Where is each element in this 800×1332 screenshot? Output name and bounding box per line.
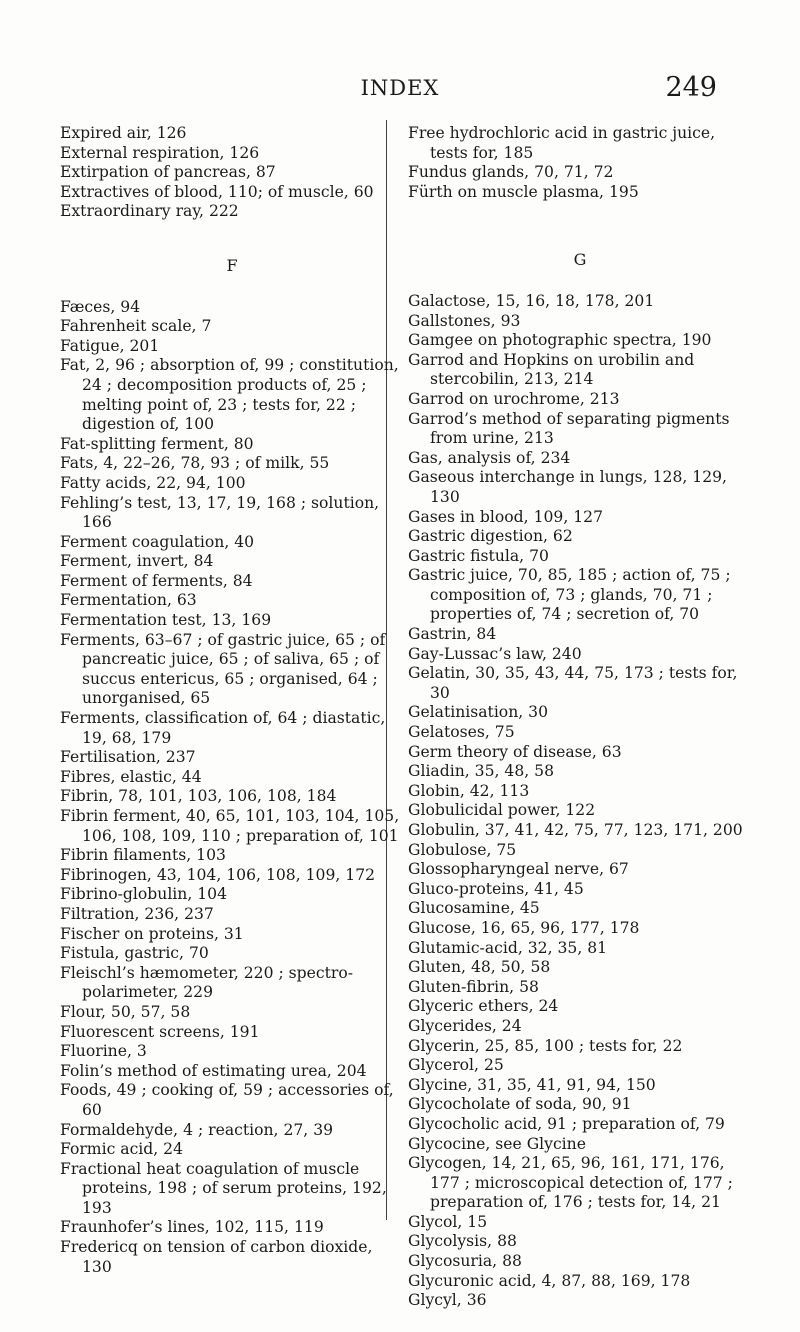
index-entry: Ferment coagulation, 40: [60, 532, 255, 551]
index-entry: Free hydrochloric acid in gastric juice, tests for, 185: [408, 124, 716, 162]
index-entry: Fibrinogen, 43, 104, 106, 108, 109, 172: [60, 865, 376, 884]
index-entry: Formic acid, 24: [60, 1140, 184, 1159]
index-entry: Gluco-proteins, 41, 45: [408, 879, 584, 898]
section-f-continued-entries: [408, 124, 752, 202]
index-entry: Glycyl, 36: [408, 1291, 487, 1310]
index-entry: Fibrin ferment, 40, 65, 101, 103, 104, 105, 106, 108, 109, 110 ; preparation of, 101: [60, 807, 400, 845]
index-entry: Glycocine, see Glycine: [408, 1134, 586, 1153]
index-entry: Extractives of blood, 110; of muscle, 60: [60, 182, 374, 201]
index-entry: Foods, 49 ; cooking of, 59 ; accessories of, 60: [60, 1081, 394, 1119]
index-entry: Fatigue, 201: [60, 336, 160, 355]
index-entry: Filtration, 236, 237: [60, 904, 214, 923]
section-letter-f: F: [226, 255, 238, 275]
index-entry: Garrod on urochrome, 213: [408, 389, 620, 408]
running-title: INDEX: [360, 76, 440, 100]
index-entry: Fraunhofer’s lines, 102, 115, 119: [60, 1218, 324, 1237]
index-entry: Fischer on proteins, 31: [60, 924, 244, 943]
index-entry: Fat, 2, 96 ; absorption of, 99 ; constitution, 24 ; decomposition products of, 25 ; melting point of, 23 ; tests for, 22 ; digestion of, 100: [60, 356, 399, 434]
index-entry: Globulicidal power, 122: [408, 801, 596, 820]
index-entry: Fürth on muscle plasma, 195: [408, 182, 639, 201]
index-entry: Glucosamine, 45: [408, 899, 540, 918]
section-g-entries: [408, 292, 752, 1311]
index-entry: Gastrin, 84: [408, 625, 497, 644]
index-entry: Gelatinisation, 30: [408, 703, 548, 722]
index-entry: Glycine, 31, 35, 41, 91, 94, 150: [408, 1075, 656, 1094]
index-entry: Gallstones, 93: [408, 311, 521, 330]
index-entry: Gelatin, 30, 35, 43, 44, 75, 173 ; tests for, 30: [408, 664, 738, 702]
index-entry: Fehling’s test, 13, 17, 19, 168 ; solution, 166: [60, 493, 380, 532]
index-entry: Fat-splitting ferment, 80: [60, 434, 254, 453]
index-entry: Fundus glands, 70, 71, 72: [408, 163, 614, 182]
index-entry: Flour, 50, 57, 58: [60, 1002, 191, 1021]
section-e-entries: [60, 124, 404, 222]
index-entry: Gastric juice, 70, 85, 185 ; action of, 75 ; composition of, 73 ; glands, 70, 71 ; properties of, 74 ; secretion of, 70: [408, 566, 731, 624]
index-entry: Fleischl’s hæmometer, 220 ; spectro-polarimeter, 229: [60, 963, 353, 1002]
index-entry: Glycerin, 25, 85, 100 ; tests for, 22: [408, 1036, 683, 1055]
page-header: [0, 72, 800, 112]
index-entry: Extirpation of pancreas, 87: [60, 163, 276, 182]
index-entry: Gaseous interchange in lungs, 128, 129, 130: [408, 468, 727, 506]
index-entry: Fibrino-globulin, 104: [60, 885, 228, 904]
section-f-entries: [60, 298, 404, 1278]
index-entry: Glossopharyngeal nerve, 67: [408, 860, 629, 879]
index-entry: Gastric digestion, 62: [408, 527, 573, 546]
index-entry: Glycerol, 25: [408, 1056, 504, 1075]
index-entry: Expired air, 126: [60, 124, 187, 142]
index-entry: Globulose, 75: [408, 840, 517, 859]
index-entry: Fibres, elastic, 44: [60, 767, 202, 786]
index-entry: Fahrenheit scale, 7: [60, 317, 212, 336]
index-entry: Fistula, gastric, 70: [60, 944, 209, 963]
index-entry: Glycuronic acid, 4, 87, 88, 169, 178: [408, 1271, 691, 1290]
index-entry: Fertilisation, 237: [60, 748, 196, 767]
index-entry: Gelatoses, 75: [408, 723, 515, 742]
right-column: [408, 124, 752, 1311]
index-entry: Fluorine, 3: [60, 1042, 147, 1061]
index-entry: Ferments, classification of, 64 ; diastatic, 19, 68, 179: [60, 709, 386, 747]
index-entry: Ferment, invert, 84: [60, 552, 214, 571]
index-entry: Galactose, 15, 16, 18, 178, 201: [408, 291, 655, 310]
index-entry: Formaldehyde, 4 ; reaction, 27, 39: [60, 1120, 334, 1139]
index-entry: Fermentation test, 13, 169: [60, 611, 272, 630]
index-entry: Globin, 42, 113: [408, 781, 530, 800]
index-entry: Gliadin, 35, 48, 58: [408, 762, 555, 781]
index-entry: Fats, 4, 22–26, 78, 93 ; of milk, 55: [60, 454, 330, 473]
index-entry: Ferment of ferments, 84: [60, 571, 253, 590]
index-entry: Garrod and Hopkins on urobilin and stercobilin, 213, 214: [408, 350, 695, 389]
index-entry: Glycogen, 14, 21, 65, 96, 161, 171, 176, 177 ; microscopical detection of, 177 ; preparation of, 176 ; tests for, 14, 21: [408, 1154, 733, 1212]
index-entry: Ferments, 63–67 ; of gastric juice, 65 ; of pancreatic juice, 65 ; of saliva, 65 ; of succus entericus, 65 ; organised, 64 ; unorganised, 65: [60, 630, 386, 708]
index-entry: Fibrin filaments, 103: [60, 846, 226, 865]
index-entry: Glycerides, 24: [408, 1016, 522, 1035]
index-entry: Glutamic-acid, 32, 35, 81: [408, 938, 608, 957]
index-entry: Fibrin, 78, 101, 103, 106, 108, 184: [60, 787, 337, 806]
index-entry: Glycol, 15: [408, 1212, 488, 1231]
index-entry: Germ theory of disease, 63: [408, 742, 622, 761]
index-entry: Glucose, 16, 65, 96, 177, 178: [408, 918, 640, 937]
left-column: [60, 124, 404, 1277]
index-entry: Fatty acids, 22, 94, 100: [60, 473, 246, 492]
index-entry: External respiration, 126: [60, 143, 260, 162]
index-entry: Gay-Lussac’s law, 240: [408, 644, 582, 663]
index-entry: Fractional heat coagulation of muscle proteins, 198 ; of serum proteins, 192, 193: [60, 1159, 387, 1217]
index-entry: Gastric fistula, 70: [408, 546, 549, 565]
page-number: 249: [665, 72, 717, 103]
index-entry: Fæces, 94: [60, 297, 141, 316]
index-entry: Gluten, 48, 50, 58: [408, 958, 551, 977]
index-entry: Gluten-fibrin, 58: [408, 977, 539, 996]
index-entry: Glycosuria, 88: [408, 1252, 522, 1271]
index-entry: Garrod’s method of separating pigments from urine, 213: [408, 409, 730, 448]
index-entry: Gas, analysis of, 234: [408, 448, 571, 467]
index-entry: Fluorescent screens, 191: [60, 1022, 260, 1041]
index-entry: Extraordinary ray, 222: [60, 202, 239, 221]
section-letter-g: G: [573, 250, 587, 270]
index-entry: Folin’s method of estimating urea, 204: [60, 1061, 367, 1080]
index-entry: Gases in blood, 109, 127: [408, 507, 604, 526]
index-entry: Gamgee on photographic spectra, 190: [408, 331, 712, 350]
index-entry: Fredericq on tension of carbon dioxide, 130: [60, 1238, 373, 1276]
index-entry: Globulin, 37, 41, 42, 75, 77, 123, 171, 200: [408, 821, 743, 839]
index-entry: Glycolysis, 88: [408, 1232, 517, 1251]
index-entry: Glycocholate of soda, 90, 91: [408, 1095, 632, 1114]
index-entry: Glyceric ethers, 24: [408, 997, 559, 1016]
index-entry: Glycocholic acid, 91 ; preparation of, 79: [408, 1114, 725, 1133]
index-entry: Fermentation, 63: [60, 591, 197, 610]
